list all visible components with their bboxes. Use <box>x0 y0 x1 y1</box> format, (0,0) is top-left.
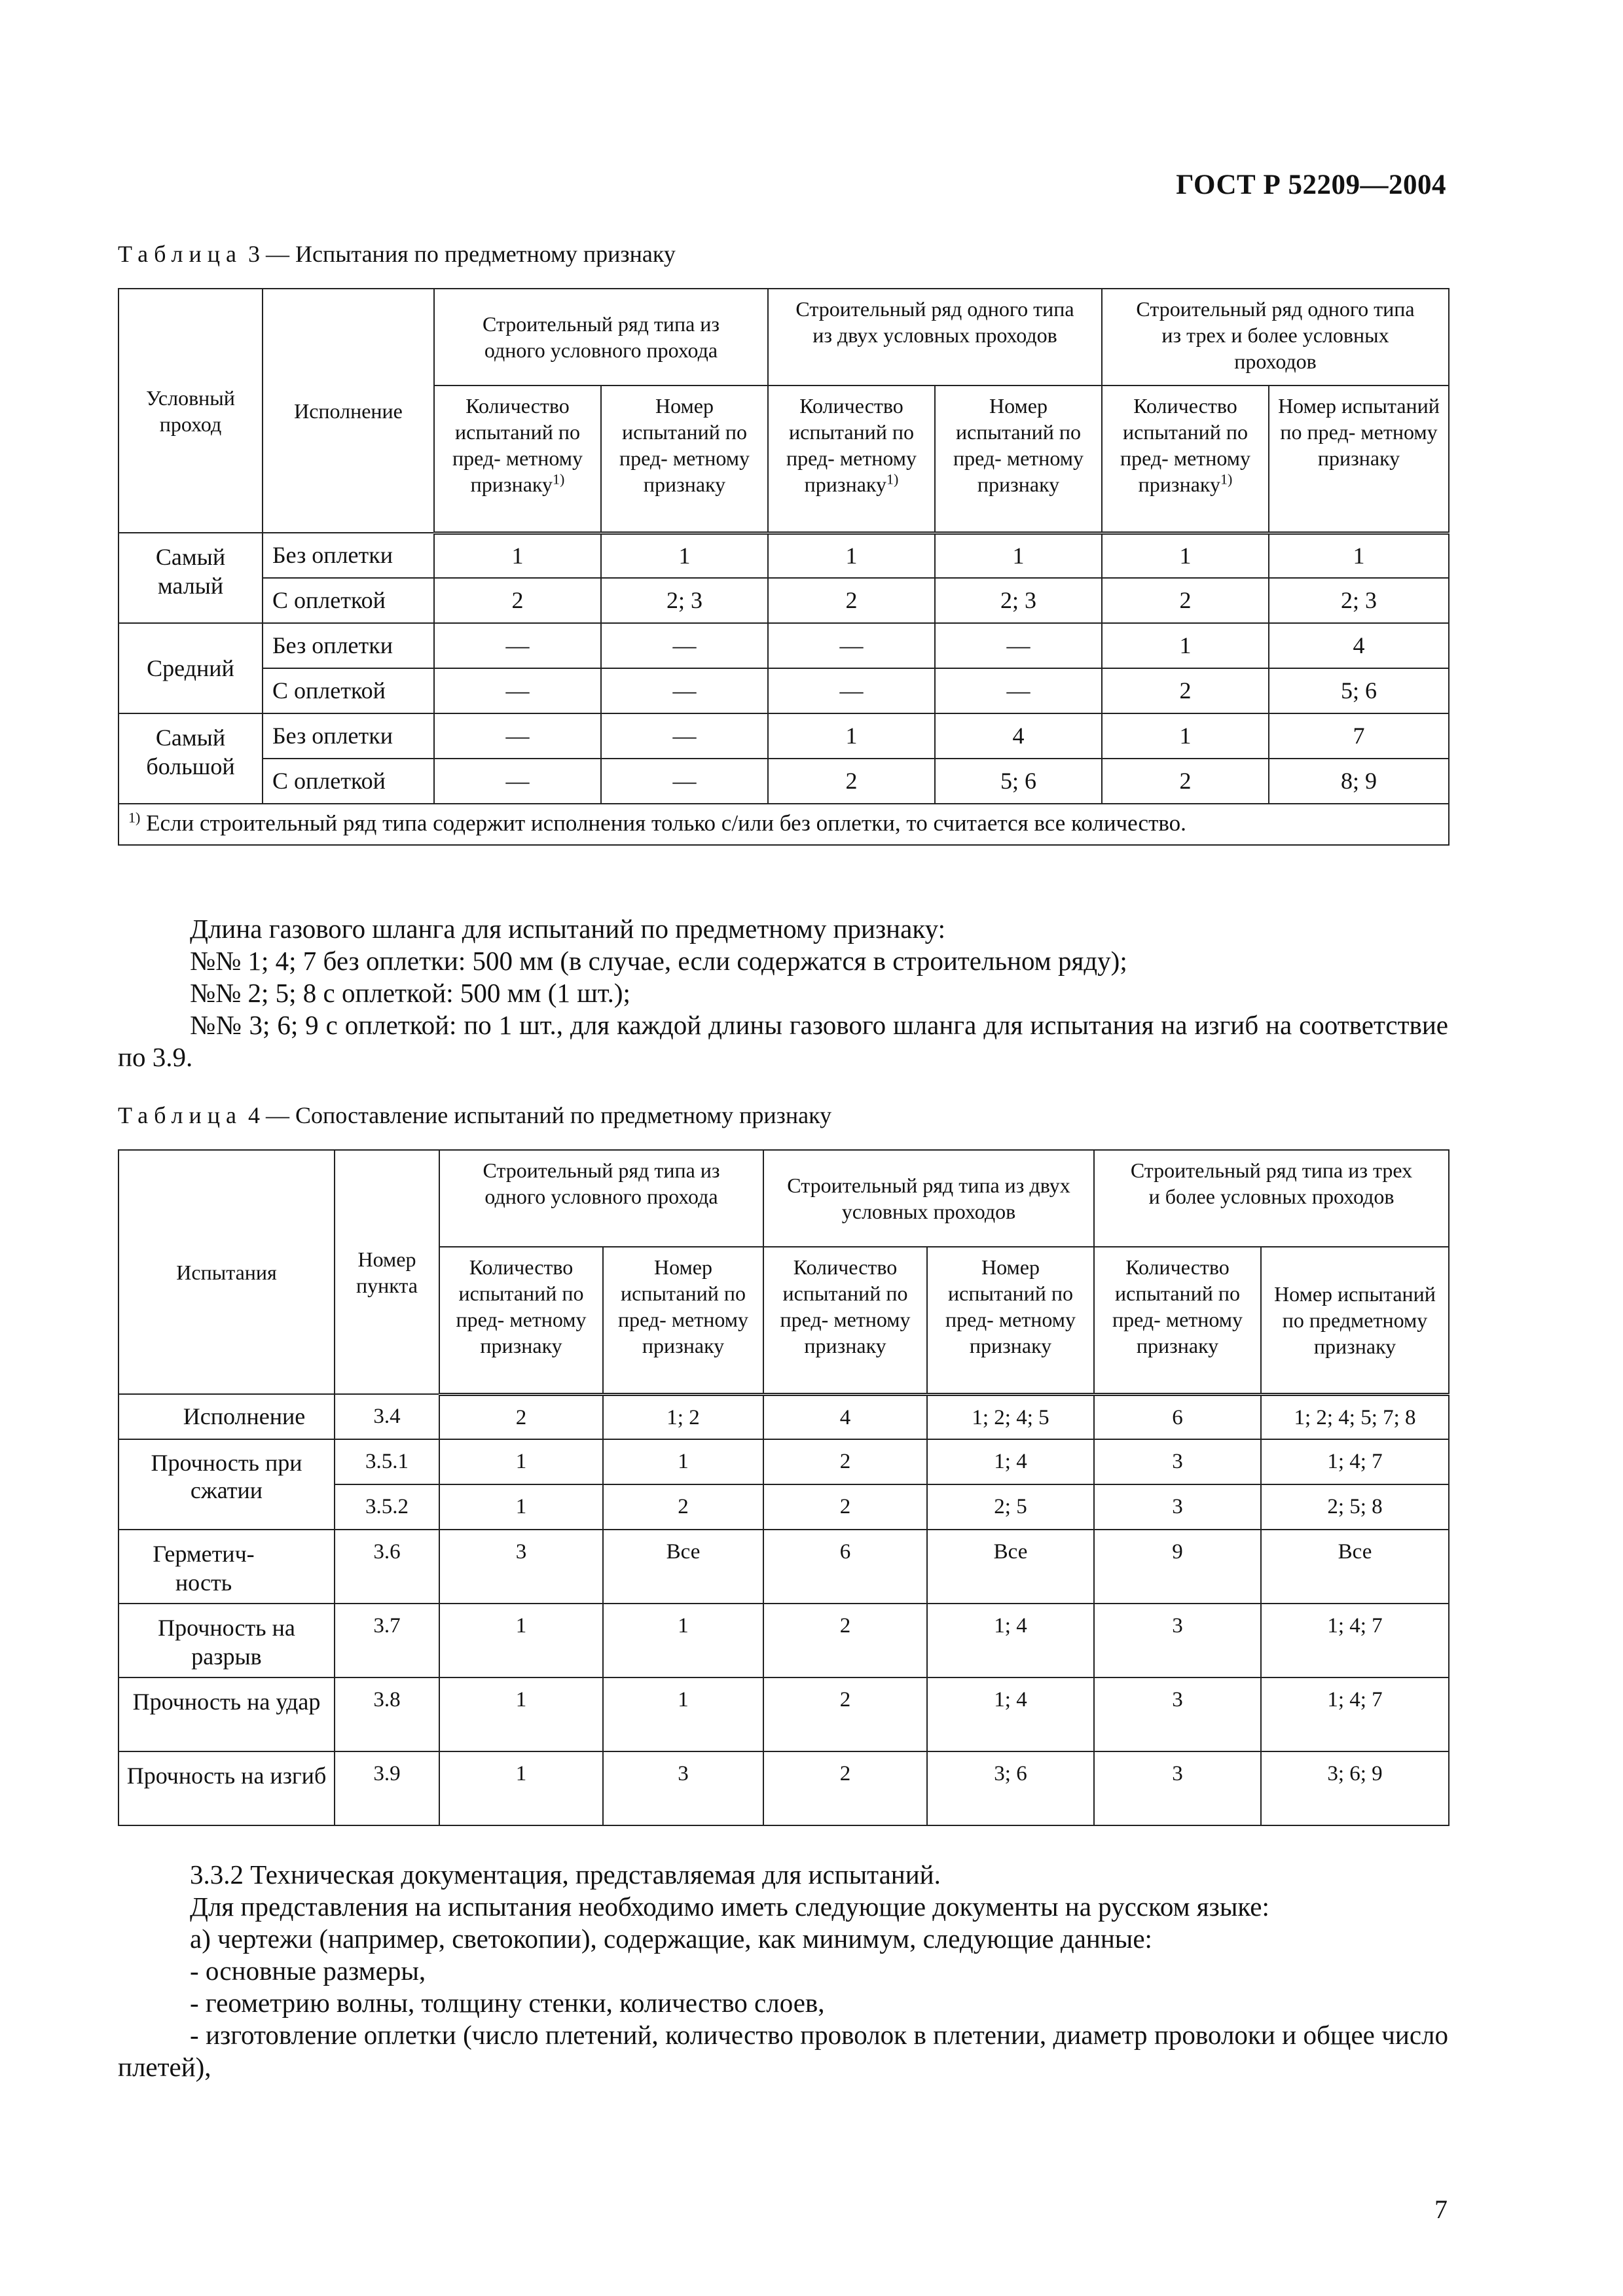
table3-cell: 1 <box>434 533 601 578</box>
table3-group-label: Средний <box>119 623 263 713</box>
paragraph-line: №№ 1; 4; 7 без оплетки: 500 мм (в случае, если содержатся в строительном ряду); <box>190 946 1127 976</box>
table4-sub-count-1: Количество испытаний по пред- метному признаку <box>439 1247 603 1394</box>
table3-cell: 2; 3 <box>1269 578 1449 623</box>
table3-cell: 2 <box>1102 578 1269 623</box>
section-3-3-2 <box>118 1859 1448 2083</box>
table3-cell: 5; 6 <box>935 759 1102 804</box>
table4-cell: 1 <box>439 1751 603 1825</box>
table3-cell: — <box>601 713 768 759</box>
table4-cell: 3 <box>1094 1751 1261 1825</box>
table3-cell: 1 <box>1102 713 1269 759</box>
table3-cell: 4 <box>935 713 1102 759</box>
footnote-text: Если строительный ряд типа содержит исполнения только с/или без оплетки, то считается все количество. <box>140 810 1186 836</box>
table3-cell: 2 <box>1102 668 1269 713</box>
table4-cell: 1 <box>439 1439 603 1484</box>
table4-test: Герметич- ность <box>119 1530 335 1604</box>
table4-sub-count-2: Количество испытаний по пред- метному признаку <box>763 1247 927 1394</box>
table4-cell: 3; 6; 9 <box>1261 1751 1449 1825</box>
document-code: ГОСТ Р 52209—2004 <box>1176 170 1446 200</box>
table4-cell: 3 <box>439 1530 603 1604</box>
table3-caption-label: Таблица <box>118 241 242 267</box>
table4-cell: Все <box>927 1530 1094 1604</box>
table4-cell: 1; 4; 7 <box>1261 1439 1449 1484</box>
table4-cell: 1; 2 <box>603 1394 763 1439</box>
hose-length-paragraph <box>118 913 1448 1073</box>
table4-cell: 1 <box>603 1439 763 1484</box>
table3-cell: — <box>434 623 601 668</box>
section-intro: Для представления на испытания необходимо иметь следующие документы на русском языке: <box>190 1892 1269 1922</box>
section-bullet: - основные размеры, <box>190 1956 426 1986</box>
table4-cell: 6 <box>1094 1394 1261 1439</box>
table3-footnote <box>119 804 1449 845</box>
table4-cell: 1; 2; 4; 5 <box>927 1394 1094 1439</box>
table3-cell: — <box>768 668 935 713</box>
table-row <box>119 533 1449 578</box>
table4-cell: 1; 4 <box>927 1439 1094 1484</box>
table4-test: Прочность на изгиб <box>119 1751 335 1825</box>
table3-design: С оплеткой <box>263 668 434 713</box>
table3-cell: 1 <box>601 533 768 578</box>
table4-cell: 4 <box>763 1394 927 1439</box>
table-row <box>119 713 1449 759</box>
table3-cell: 1 <box>1102 533 1269 578</box>
table4-header-tests: Испытания <box>119 1150 335 1394</box>
paragraph-line: Длина газового шланга для испытаний по предметному признаку: <box>190 914 946 944</box>
table4-cell: 2; 5 <box>927 1484 1094 1530</box>
table3-cell: — <box>434 668 601 713</box>
table3-cell: — <box>601 759 768 804</box>
table3-caption <box>118 241 676 267</box>
footnote-mark: 1) <box>128 809 141 826</box>
table4-cell: 9 <box>1094 1530 1261 1604</box>
table4-cell: 2 <box>439 1394 603 1439</box>
table3-cell: 2; 3 <box>601 578 768 623</box>
table3-cell: — <box>768 623 935 668</box>
table3-cell: 8; 9 <box>1269 759 1449 804</box>
table3-cell: 1 <box>1269 533 1449 578</box>
table3-header-group1: Строительный ряд типа из одного условного прохода <box>434 289 768 386</box>
section-bullet: - изготовление оплетки (число плетений, количество проволок в плетении, диаметр проволоки и общее число плетей), <box>118 2020 1448 2082</box>
table4-cell: 1; 4; 7 <box>1261 1677 1449 1751</box>
table4-header-group3: Строительный ряд типа из трех и более условных проходов <box>1094 1150 1449 1247</box>
table3-sub-count-3: Количество испытаний по пред- метному признаку$^{1)}$ <box>1102 386 1269 533</box>
table-row <box>119 578 1449 623</box>
table4-cell: 3; 6 <box>927 1751 1094 1825</box>
table4-cell: 3 <box>1094 1439 1261 1484</box>
table4-item: 3.4 <box>335 1394 439 1439</box>
table3-design: С оплеткой <box>263 759 434 804</box>
table3-cell: 4 <box>1269 623 1449 668</box>
section-heading: 3.3.2 Техническая документация, представляемая для испытаний. <box>190 1859 941 1890</box>
table4-cell: 1 <box>603 1604 763 1677</box>
table3-caption-title: — Испытания по предметному признаку <box>259 241 676 267</box>
table3-group-label: Самый малый <box>119 533 263 623</box>
table4-cell: 3 <box>1094 1677 1261 1751</box>
table3-group-label: Самый большой <box>119 713 263 804</box>
table4-cell: 1; 4 <box>927 1677 1094 1751</box>
section-bullet: - геометрию волны, толщину стенки, количество слоев, <box>190 1988 825 2018</box>
table3-cell: — <box>434 713 601 759</box>
table3-design: Без оплетки <box>263 713 434 759</box>
table4-test: Прочность на удар <box>119 1677 335 1751</box>
table3-caption-number: 3 <box>247 241 260 267</box>
table3-sub-count-1: Количество испытаний по пред- метному признаку$^{1)}$ <box>434 386 601 533</box>
table4-item: 3.5.2 <box>335 1484 439 1530</box>
table4-cell: 2 <box>763 1484 927 1530</box>
page-number: 7 <box>1434 2195 1448 2224</box>
table4-caption-title: — Сопоставление испытаний по предметному признаку <box>259 1102 832 1128</box>
table-row <box>119 1530 1449 1604</box>
table4-cell: 1; 2; 4; 5; 7; 8 <box>1261 1394 1449 1439</box>
table3-cell: 2 <box>1102 759 1269 804</box>
table3-design: Без оплетки <box>263 533 434 578</box>
table4-cell: 1 <box>439 1677 603 1751</box>
table-row <box>119 1751 1449 1825</box>
table4 <box>118 1149 1450 1826</box>
table4-cell: 1; 4 <box>927 1604 1094 1677</box>
table4-item: 3.5.1 <box>335 1439 439 1484</box>
section-item-a: а) чертежи (например, светокопии), содержащие, как минимум, следующие данные: <box>190 1924 1152 1954</box>
table4-cell: 2; 5; 8 <box>1261 1484 1449 1530</box>
table4-item: 3.7 <box>335 1604 439 1677</box>
table3-cell: 2; 3 <box>935 578 1102 623</box>
table3-cell: — <box>601 668 768 713</box>
table4-cell: 1 <box>439 1484 603 1530</box>
table4-header-item: Номер пункта <box>335 1150 439 1394</box>
table3-cell: 1 <box>768 533 935 578</box>
table4-test: Прочность при сжатии <box>119 1439 335 1530</box>
table4-cell: 3 <box>1094 1604 1261 1677</box>
table3-cell: — <box>434 759 601 804</box>
table4-test: Исполнение <box>119 1394 335 1439</box>
table-row <box>119 668 1449 713</box>
table4-test: Прочность на разрыв <box>119 1604 335 1677</box>
table3-sub-number-3: Номер испытаний по пред- метному признаку <box>1269 386 1449 533</box>
table4-item: 3.8 <box>335 1677 439 1751</box>
table4-cell: 2 <box>763 1439 927 1484</box>
table-row <box>119 1439 1449 1484</box>
table4-sub-count-3: Количество испытаний по пред- метному признаку <box>1094 1247 1261 1394</box>
table4-header-group1: Строительный ряд типа из одного условного прохода <box>439 1150 763 1247</box>
table4-sub-number-2: Номер испытаний по пред- метному признаку <box>927 1247 1094 1394</box>
table3-design: Без оплетки <box>263 623 434 668</box>
table4-caption-label: Таблица <box>118 1102 242 1128</box>
table3-cell: 2 <box>768 578 935 623</box>
table3-header-group2: Строительный ряд одного типа из двух условных проходов <box>768 289 1102 386</box>
table4-cell: 6 <box>763 1530 927 1604</box>
table3-sub-number-2: Номер испытаний по пред- метному признаку <box>935 386 1102 533</box>
table3-sub-count-2: Количество испытаний по пред- метному признаку$^{1)}$ <box>768 386 935 533</box>
table3-header-design: Исполнение <box>263 289 434 533</box>
table3-cell: — <box>935 623 1102 668</box>
table4-cell: 1 <box>439 1604 603 1677</box>
table4-cell: 2 <box>763 1604 927 1677</box>
table3-header-nominal: Условный проход <box>119 289 263 533</box>
table3-cell: 2 <box>434 578 601 623</box>
table3-cell: 5; 6 <box>1269 668 1449 713</box>
table4-cell: 2 <box>763 1677 927 1751</box>
table-row <box>119 1394 1449 1439</box>
table3-cell: 2 <box>768 759 935 804</box>
table4-cell: 2 <box>603 1484 763 1530</box>
table4-sub-number-3: Номер испытаний по предметному признаку <box>1261 1247 1449 1394</box>
table3-header-group3: Строительный ряд одного типа из трех и более условных проходов <box>1102 289 1449 386</box>
table3-cell: 1 <box>768 713 935 759</box>
table4-item: 3.9 <box>335 1751 439 1825</box>
table4-cell: Все <box>1261 1530 1449 1604</box>
table3-cell: 7 <box>1269 713 1449 759</box>
paragraph-line: №№ 3; 6; 9 с оплеткой: по 1 шт., для каждой длины газового шланга для испытания на изгиб на соответствие по 3.9. <box>118 1010 1448 1072</box>
table4-sub-number-1: Номер испытаний по пред- метному признаку <box>603 1247 763 1394</box>
paragraph-line: №№ 2; 5; 8 с оплеткой: 500 мм (1 шт.); <box>190 978 630 1008</box>
table3-design: С оплеткой <box>263 578 434 623</box>
table3-sub-number-1: Номер испытаний по пред- метному признаку <box>601 386 768 533</box>
table4-cell: 1 <box>603 1677 763 1751</box>
table4-cell: 2 <box>763 1751 927 1825</box>
table-row <box>119 623 1449 668</box>
table3 <box>118 288 1450 846</box>
table-row <box>119 759 1449 804</box>
table4-item: 3.6 <box>335 1530 439 1604</box>
table4-header-group2: Строительный ряд типа из двух условных проходов <box>763 1150 1094 1247</box>
table-row <box>119 1677 1449 1751</box>
table3-cell: — <box>601 623 768 668</box>
table4-cell: Все <box>603 1530 763 1604</box>
table3-cell: 1 <box>1102 623 1269 668</box>
table3-cell: 1 <box>935 533 1102 578</box>
table-row <box>119 1604 1449 1677</box>
table4-cell: 1; 4; 7 <box>1261 1604 1449 1677</box>
table3-cell: — <box>935 668 1102 713</box>
table4-cell: 3 <box>603 1751 763 1825</box>
table4-caption <box>118 1102 831 1128</box>
table4-cell: 3 <box>1094 1484 1261 1530</box>
table4-caption-number: 4 <box>247 1102 260 1128</box>
